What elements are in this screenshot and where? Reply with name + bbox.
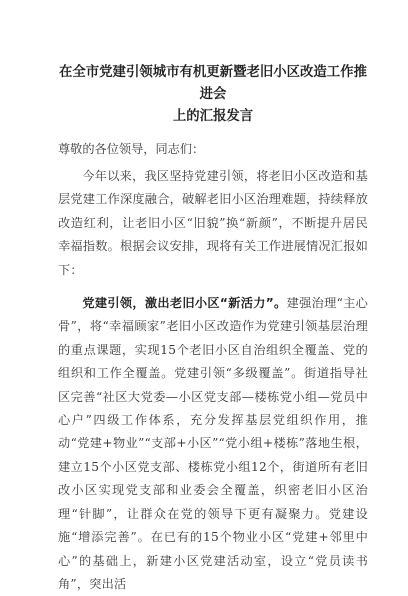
title-line-2: 上的汇报发言 [172, 109, 254, 124]
salutation: 尊敬的各位领导，同志们： [58, 142, 205, 156]
section-1-heading: 党建引领，激出老旧小区“新活力”。 [82, 296, 287, 311]
document-title [58, 62, 368, 128]
section-1-body: 建强治理“主心骨”，将“幸福顾家”老旧小区改造作为党建引领基层治理的重点课题，实现15个老旧小区自治组织全覆盖、党的组织和工作全覆盖。党建引领“多级覆盖”。街道指导社区完善“社区大党委—小区党支部—楼栋党小组—党员中心户”四级工作体系，充分发挥基层党组织作用，推动“党建+物业”“支部+小区”“党小组+楼栋”落地生根，建立15个小区党支部、楼栋党小组12个，街道所有老旧改小区实现党支部和业委会全覆盖，织密老旧小区治理“针脚”，让群众在党的领导下更有凝聚力。党建设施“增添完善”。在已有的15个物业小区“党建+邻里中心”的基础上，新建小区党建活动室，设立“党员读书角”，突出活 [58, 296, 368, 591]
title-line-1: 在全市党建引领城市有机更新暨老旧小区改造工作推进会 [59, 65, 367, 102]
intro-paragraph: 今年以来，我区坚持党建引领，将老旧小区改造和基层党建工作深度融合，破解老旧小区治理难题，持续释放改造红利，让老旧小区“旧貌”换“新颜”，不断提升居民幸福指数。根据会议安排，现将有关工作进展情况汇报如下： [58, 169, 368, 277]
section-1-paragraph [58, 292, 368, 596]
